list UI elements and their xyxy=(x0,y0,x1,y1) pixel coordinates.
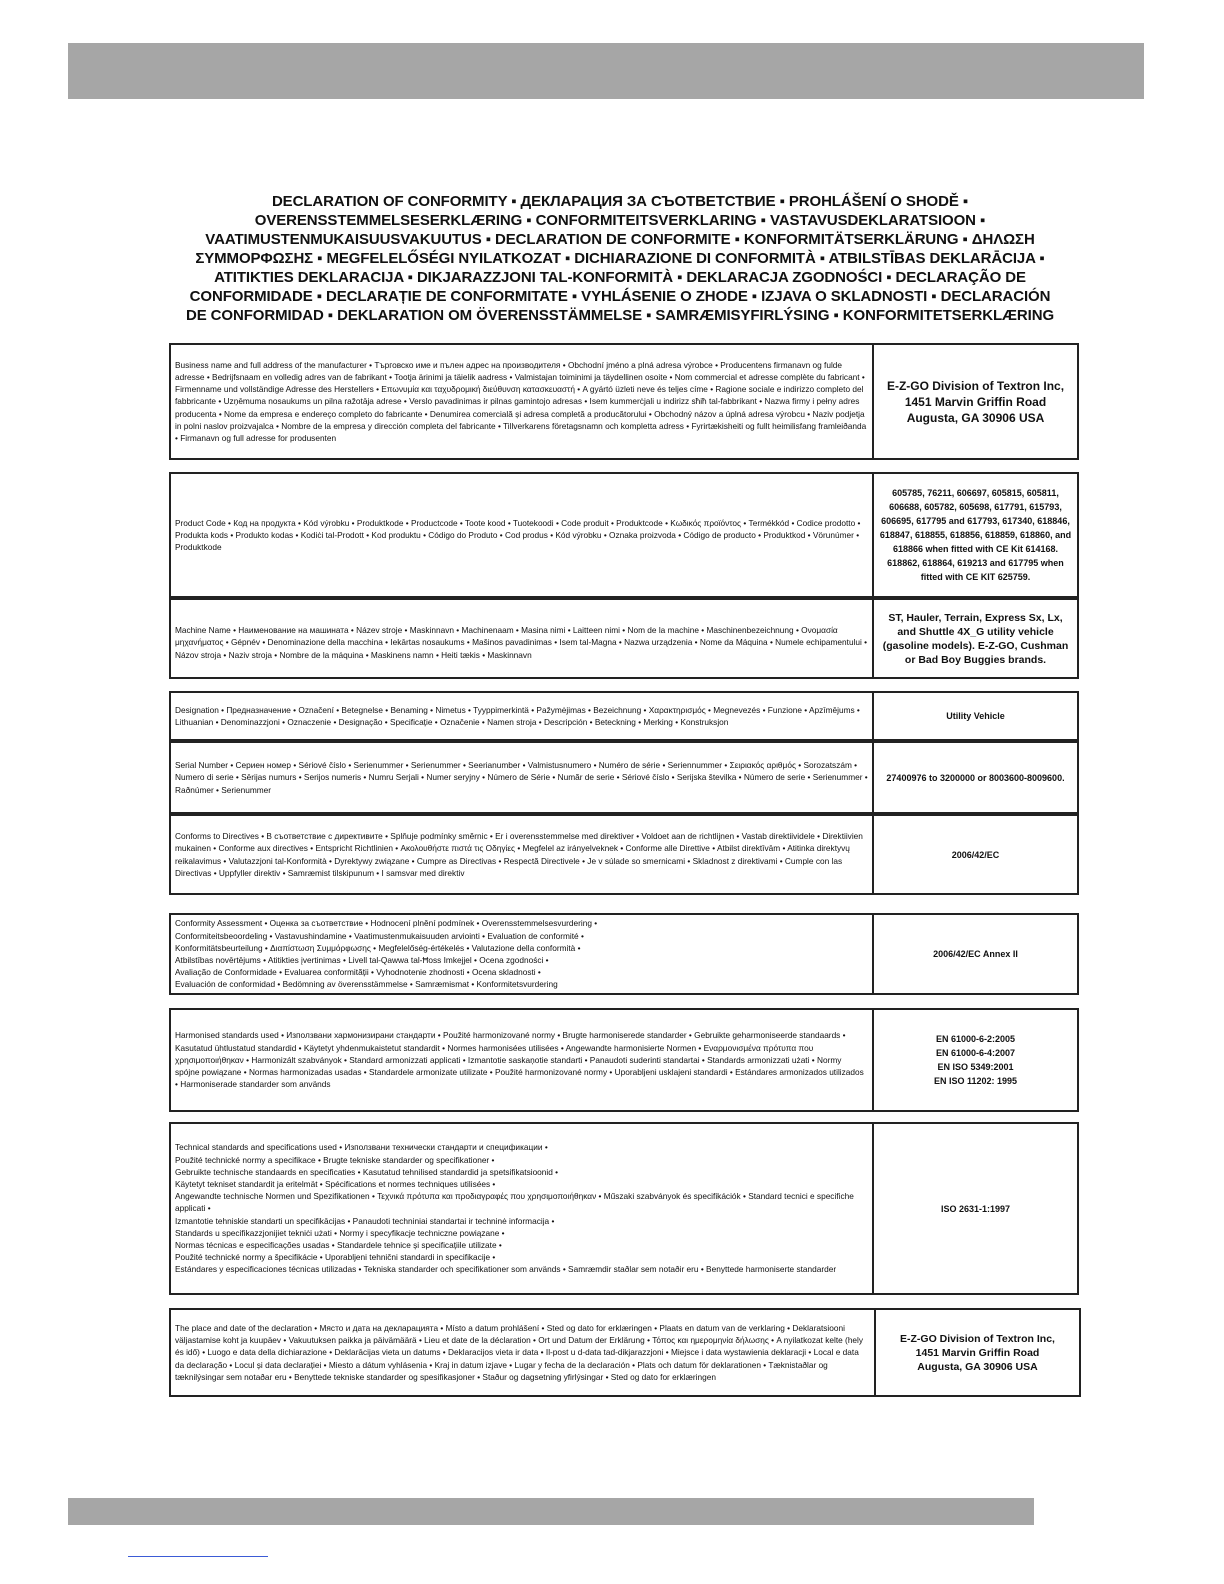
value-line: Augusta, GA 30906 USA xyxy=(917,1360,1038,1373)
value-line: E-Z-GO Division of Textron Inc, xyxy=(900,1332,1055,1345)
title-line: ATITIKTIES DEKLARACIJA ▪ DIKJARAZZJONI TAL-KONFORMITÀ ▪ DEKLARACJA ZGODNOŚCI ▪ DECLARAÇÃO DE xyxy=(214,269,1026,286)
title-line: VAATIMUSTENMUKAISUUSVAKUUTUS ▪ DECLARATION DE CONFORMITE ▪ KONFORMITÄTSERKLÄRUNG ▪ ΔΗΛΩΣΗ xyxy=(205,231,1035,248)
label-line: Použité technické normy a specifikace • Brugte tekniske standarder og specifikationer • xyxy=(175,1154,495,1165)
title-line: CONFORMIDADE ▪ DECLARAȚIE DE CONFORMITATE ▪ VYHLÁSENIE O ZHODE ▪ IZJAVA O SKLADNOSTI ▪ DECLARACIÓN xyxy=(189,288,1051,305)
footer-bar xyxy=(68,1498,1034,1525)
label-line: Atbilstības novērtējums • Atitikties įvertinimas • Livell tal-Qawwa tal-Ħoss Imkejjel • Ocena zgodności • xyxy=(175,955,549,965)
product-code-label: Product Code • Код на продукта • Kód výrobku • Produktkode • Productcode • Toote kood • Tuotekoodi • Code produit • Produktcode • Κωδικός προϊόντος • Termékkód • Codice prodotto • Produkta kods • Produkto kodas • Kodiċi tal-Prodott • Kod produktu • Código do Produto • Cod produs • Kód výrobku • Oznaka proizvoda • Código de producto • Produktkod • Vörunúmer • Produktkode xyxy=(171,474,874,596)
footer-link-underline xyxy=(128,1556,268,1557)
product-code-row xyxy=(169,472,1079,598)
designation-value: Utility Vehicle xyxy=(946,711,1005,721)
label-line: Izmantotie tehniskie standarti un specifikācijas • Panaudoti techniniai standartai ir techninė informacija • xyxy=(175,1215,555,1226)
place-date-value xyxy=(876,1310,1079,1395)
page-title xyxy=(170,192,1070,325)
serial-number-value: 27400976 to 3200000 or 8003600-8009600. xyxy=(886,772,1065,783)
title-line: DE CONFORMIDAD ▪ DEKLARATION OM ÖVERENSSTÄMMELSE ▪ SAMRÆMISYFIRLÝSING ▪ KONFORMITETSERKLÆRING xyxy=(185,307,1055,324)
technical-label xyxy=(171,1124,874,1293)
label-line: Estándares y especificaciones técnicas utilizadas • Tekniska standarder och specifikationer som används • Samræmdir staðlar sem notaðir eru • Benyttede harmoniserte standarder xyxy=(175,1264,837,1275)
value-line: E-Z-GO Division of Textron Inc, xyxy=(886,378,1065,393)
label-line: Konformitätsbeurteilung • Διαπίστωση Συμμόρφωσης • Megfelelőség-értékelés • Valutazione della conformità • xyxy=(175,942,581,953)
header-bar xyxy=(68,43,1144,99)
label-line: Evaluación de conformidad • Bedömning av överensstämmelse • Samræmismat • Konformitetsvurdering xyxy=(175,979,558,990)
label-line: Käytetyt tekniset standardit ja eritelmät • Spécifications et normes techniques utilisées • xyxy=(175,1178,496,1189)
value-line: Augusta, GA 30906 USA xyxy=(906,410,1045,425)
directives-label: Conforms to Directives • В съответствие с директивите • Splňuje podmínky směrnic • Er i overensstemmelse med direktiver • Voldoet aan de richtlijnen • Vastab direktiividele • Direktiivien mukainen • Conforme aux directives • Entspricht Richtlinien • Ακολουθήστε πιστά τις Οδηγίες • Megfelel az irányelveknek • Conforme alle Direttive • Atbilst direktīvām • Atitinka direktyvų reikalavimus • Valutazzjoni tal-Konformità • Dyrektywy związane • Cumpre as Directivas • Respectă Directivele • Je v súlade so smernicami • Skladnost z direktivami • Cumple con las Directivas • Uppfyller direktiv • Samræmist tilskipunum • I samsvar med direktiv xyxy=(171,816,874,893)
label-line: Avaliação de Conformidade • Evaluarea conformității • Vyhodnotenie zhodnosti • Ocena skladnosti • xyxy=(175,967,541,978)
assessment-label xyxy=(171,915,874,993)
manufacturer-row xyxy=(169,343,1079,460)
label-line: Použité technické normy a špecifikácie • Uporabljeni tehnični standardi in specifikacije • xyxy=(175,1252,496,1263)
label-line: Conformiteitsbeoordeling • Vastavushindamine • Vaatimustenmukaisuuden arviointi • Evaluation de conformité • xyxy=(175,930,584,941)
directives-value: 2006/42/EC xyxy=(951,849,1000,860)
value-line: 1451 Marvin Griffin Road xyxy=(915,1346,1040,1359)
technical-value: ISO 2631-1:1997 xyxy=(940,1203,1011,1214)
assessment-value: 2006/42/EC Annex II xyxy=(933,949,1018,959)
label-line: Normas técnicas e especificações usadas • Standardele tehnice și specificațiile utilizate • xyxy=(175,1240,502,1250)
serial-number-row xyxy=(169,741,1079,814)
label-line: Standards u specifikazzjonijiet tekniċi użati • Normy i specyfikacje techniczne powiązane • xyxy=(175,1227,505,1238)
designation-row xyxy=(169,691,1079,741)
harmonised-value xyxy=(874,1010,1077,1110)
value-line: 1451 Marvin Griffin Road xyxy=(904,394,1047,409)
title-line: OVERENSSTEMMELSESERKLÆRING ▪ CONFORMITEITSVERKLARING ▪ VASTAVUSDEKLARATSIOON ▪ xyxy=(254,212,986,229)
manufacturer-value xyxy=(874,345,1077,458)
label-line: Gebruikte technische standaards en specificaties • Kasutatud tehnilised standardid ja spetsifikatsioonid • xyxy=(175,1166,559,1177)
label-line: Technical standards and specifications used • Използвани технически стандарти и спецификации • xyxy=(175,1142,548,1153)
directives-row xyxy=(169,814,1079,895)
serial-number-label: Serial Number • Сериен номер • Sériové číslo • Serienummer • Serienummer • Seerianumber • Valmistusnumero • Numéro de série • Seriennummer • Σειριακός αριθμός • Sorozatszám • Numero di serie • Sērijas numurs • Serijos numeris • Numru Serjali • Numer seryjny • Número de Série • Număr de serie • Sériové číslo • Serijska številka • Número de serie • Serienummer • Raðnúmer • Serienummer xyxy=(171,743,874,812)
product-code-value: 605785, 76211, 606697, 605815, 605811, 606688, 605782, 605698, 617791, 615793, 606695, 617795 and 617793, 617340, 618846, 618847, 618855, 618856, 618859, 618860, and 618866 when fitted with CE Kit 614168. 618862, 618864, 619213 and 617795 when fitted with CE KIT 625759. xyxy=(879,488,1072,582)
value-line: EN ISO 11202: 1995 xyxy=(933,1076,1018,1086)
value-line: EN ISO 5349:2001 xyxy=(937,1062,1014,1072)
value-line: EN 61000-6-2:2005 xyxy=(935,1034,1016,1044)
machine-name-row xyxy=(169,598,1079,679)
technical-row xyxy=(169,1122,1079,1295)
designation-label: Designation • Предназначение • Označení • Betegnelse • Benaming • Nimetus • Tyyppimerkintä • Pažymėjimas • Bezeichnung • Χαρακτηρισμός • Megnevezés • Funzione • Apzīmējums • Lithuanian • Denominazzjoni • Oznaczenie • Designação • Specificație • Označenie • Namen stroja • Descripción • Beteckning • Merking • Konstruksjon xyxy=(171,693,874,739)
place-date-label: The place and date of the declaration • Място и дата на декларацията • Místo a datum prohlášení • Sted og dato for erklæringen • Plaats en datum van de verklaring • Deklaratsiooni väljastamise koht ja kuupäev • Vakuutuksen paikka ja päivämäärä • Lieu et date de la déclaration • Ort und Datum der Erklärung • Τόπος και ημερομηνία δήλωσης • A nyilatkozat kelte (hely és idő) • Luogo e data della dichiarazione • Deklarācijas vieta un datums • Deklaracijos vieta ir data • Il-post u d-data tad-dikjarazzjoni • Miejsce i data wystawienia deklaracji • Local e data da declaração • Locul și data declarației • Miesto a dátum vyhlásenia • Kraj in datum izjave • Lugar y fecha de la declaración • Plats och datum för deklarationen • Tæknistaðlar og tæknilýsingar sem notaðar eru • Benyttede tekniske standarder og spesifikasjoner • Staður og dagsetning yfirlýsingar • Sted og dato for erklæringen xyxy=(171,1310,876,1395)
harmonised-row xyxy=(169,1008,1079,1112)
title-line: DECLARATION OF CONFORMITY ▪ ДЕКЛАРАЦИЯ ЗА СЪОТВЕТСТВИЕ ▪ PROHLÁŠENÍ O SHODĚ ▪ xyxy=(271,193,969,210)
label-line: Angewandte technische Normen und Spezifikationen • Τεχνικά πρότυπα και προδιαγραφές που χρησιμοποιήθηκαν • Műszaki szabványok és specifikációk • Standard tecnici e specifiche applicati • xyxy=(175,1191,854,1214)
machine-name-value: ST, Hauler, Terrain, Express Sx, Lx, and Shuttle 4X_G utility vehicle (gasoline models). E-Z-GO, Cushman or Bad Boy Buggies brands. xyxy=(882,611,1069,666)
title-line: ΣΥΜΜΟΡΦΩΣΗΣ ▪ MEGFELELŐSÉGI NYILATKOZAT ▪ DICHIARAZIONE DI CONFORMITÀ ▪ ATBILSTĪBAS DEKLARĀCIJA ▪ xyxy=(195,250,1045,267)
value-line: EN 61000-6-4:2007 xyxy=(935,1048,1016,1058)
harmonised-label: Harmonised standards used • Използвани хармонизирани стандарти • Použité harmonizované normy • Brugte harmoniserede standarder • Gebruikte geharmoniseerde standaards • Kasutatud ühtlustatud standardid • Käytetyt yhdenmukaistetut standardit • Normes harmonisées utilisées • Angewandte harmonisierte Normen • Εναρμονισμένα πρότυπα που χρησιμοποιήθηκαν • Harmonizált szabványok • Standard armonizzati applicati • Izmantotie saskaņotie standarti • Panaudoti suderinti standartai • Standards armonizzati użati • Normy spójne powiązane • Normas harmonizadas usadas • Standardele armonizate utilizate • Použité harmonizované normy • Uporabljeni usklajeni standardi • Estándares armonizados utilizados • Harmoniserade standarder som används xyxy=(171,1010,874,1110)
assessment-row xyxy=(169,913,1079,995)
machine-name-label: Machine Name • Наименование на машината • Název stroje • Maskinnavn • Machinenaam • Masina nimi • Laitteen nimi • Nom de la machine • Maschinenbezeichnung • Ονομασία μηχανήματος • Gépnév • Denominazione della macchina • Iekārtas nosaukums • Mašinos pavadinimas • Isem tal-Magna • Nazwa urządzenia • Nome da Máquina • Numele echipamentului • Názov stroja • Naziv stroja • Nombre de la máquina • Maskinens namn • Heiti tækis • Maskinnavn xyxy=(171,600,874,677)
manufacturer-label: Business name and full address of the manufacturer • Търговско име и пълен адрес на производителя • Obchodní jméno a plná adresa výrobce • Producentens firmanavn og fulde adresse • Bedrijfsnaam en volledig adres van de fabrikant • Tootja ärinimi ja täielik aadress • Valmistajan toiminimi ja täydellinen osoite • Nom commercial et adresse complète du fabricant • Firmenname und vollständige Adresse des Herstellers • Επωνυμία και ταχυδρομική διεύθυνση κατασκευαστή • A gyártó üzleti neve és teljes címe • Ragione sociale e indirizzo completo del fabbricante • Uzņēmuma nosaukums un pilna ražotāja adrese • Verslo pavadinimas ir pilnas gamintojo adresas • Isem kummerċjali u indirizz sħiħ tal-fabbrikant • Nazwa firmy i pełny adres producenta • Nome da empresa e endereço completo do fabricante • Denumirea comercială și adresa completă a producătorului • Obchodný názov a úplná adresa výrobcu • Naziv podjetja in polni naslov proizvajalca • Nombre de la empresa y dirección completa del fabricante • Tillverkarens företagsnamn och kompletta adress • Fyrirtækisheiti og fullt heimilisfang framleiðanda • Firmanavn og full adresse for produsenten xyxy=(171,345,874,458)
place-date-row xyxy=(169,1308,1081,1397)
label-line: Conformity Assessment • Оценка за съответствие • Hodnocení plnění podmínek • Overensstemmelsesvurdering • xyxy=(175,918,598,929)
